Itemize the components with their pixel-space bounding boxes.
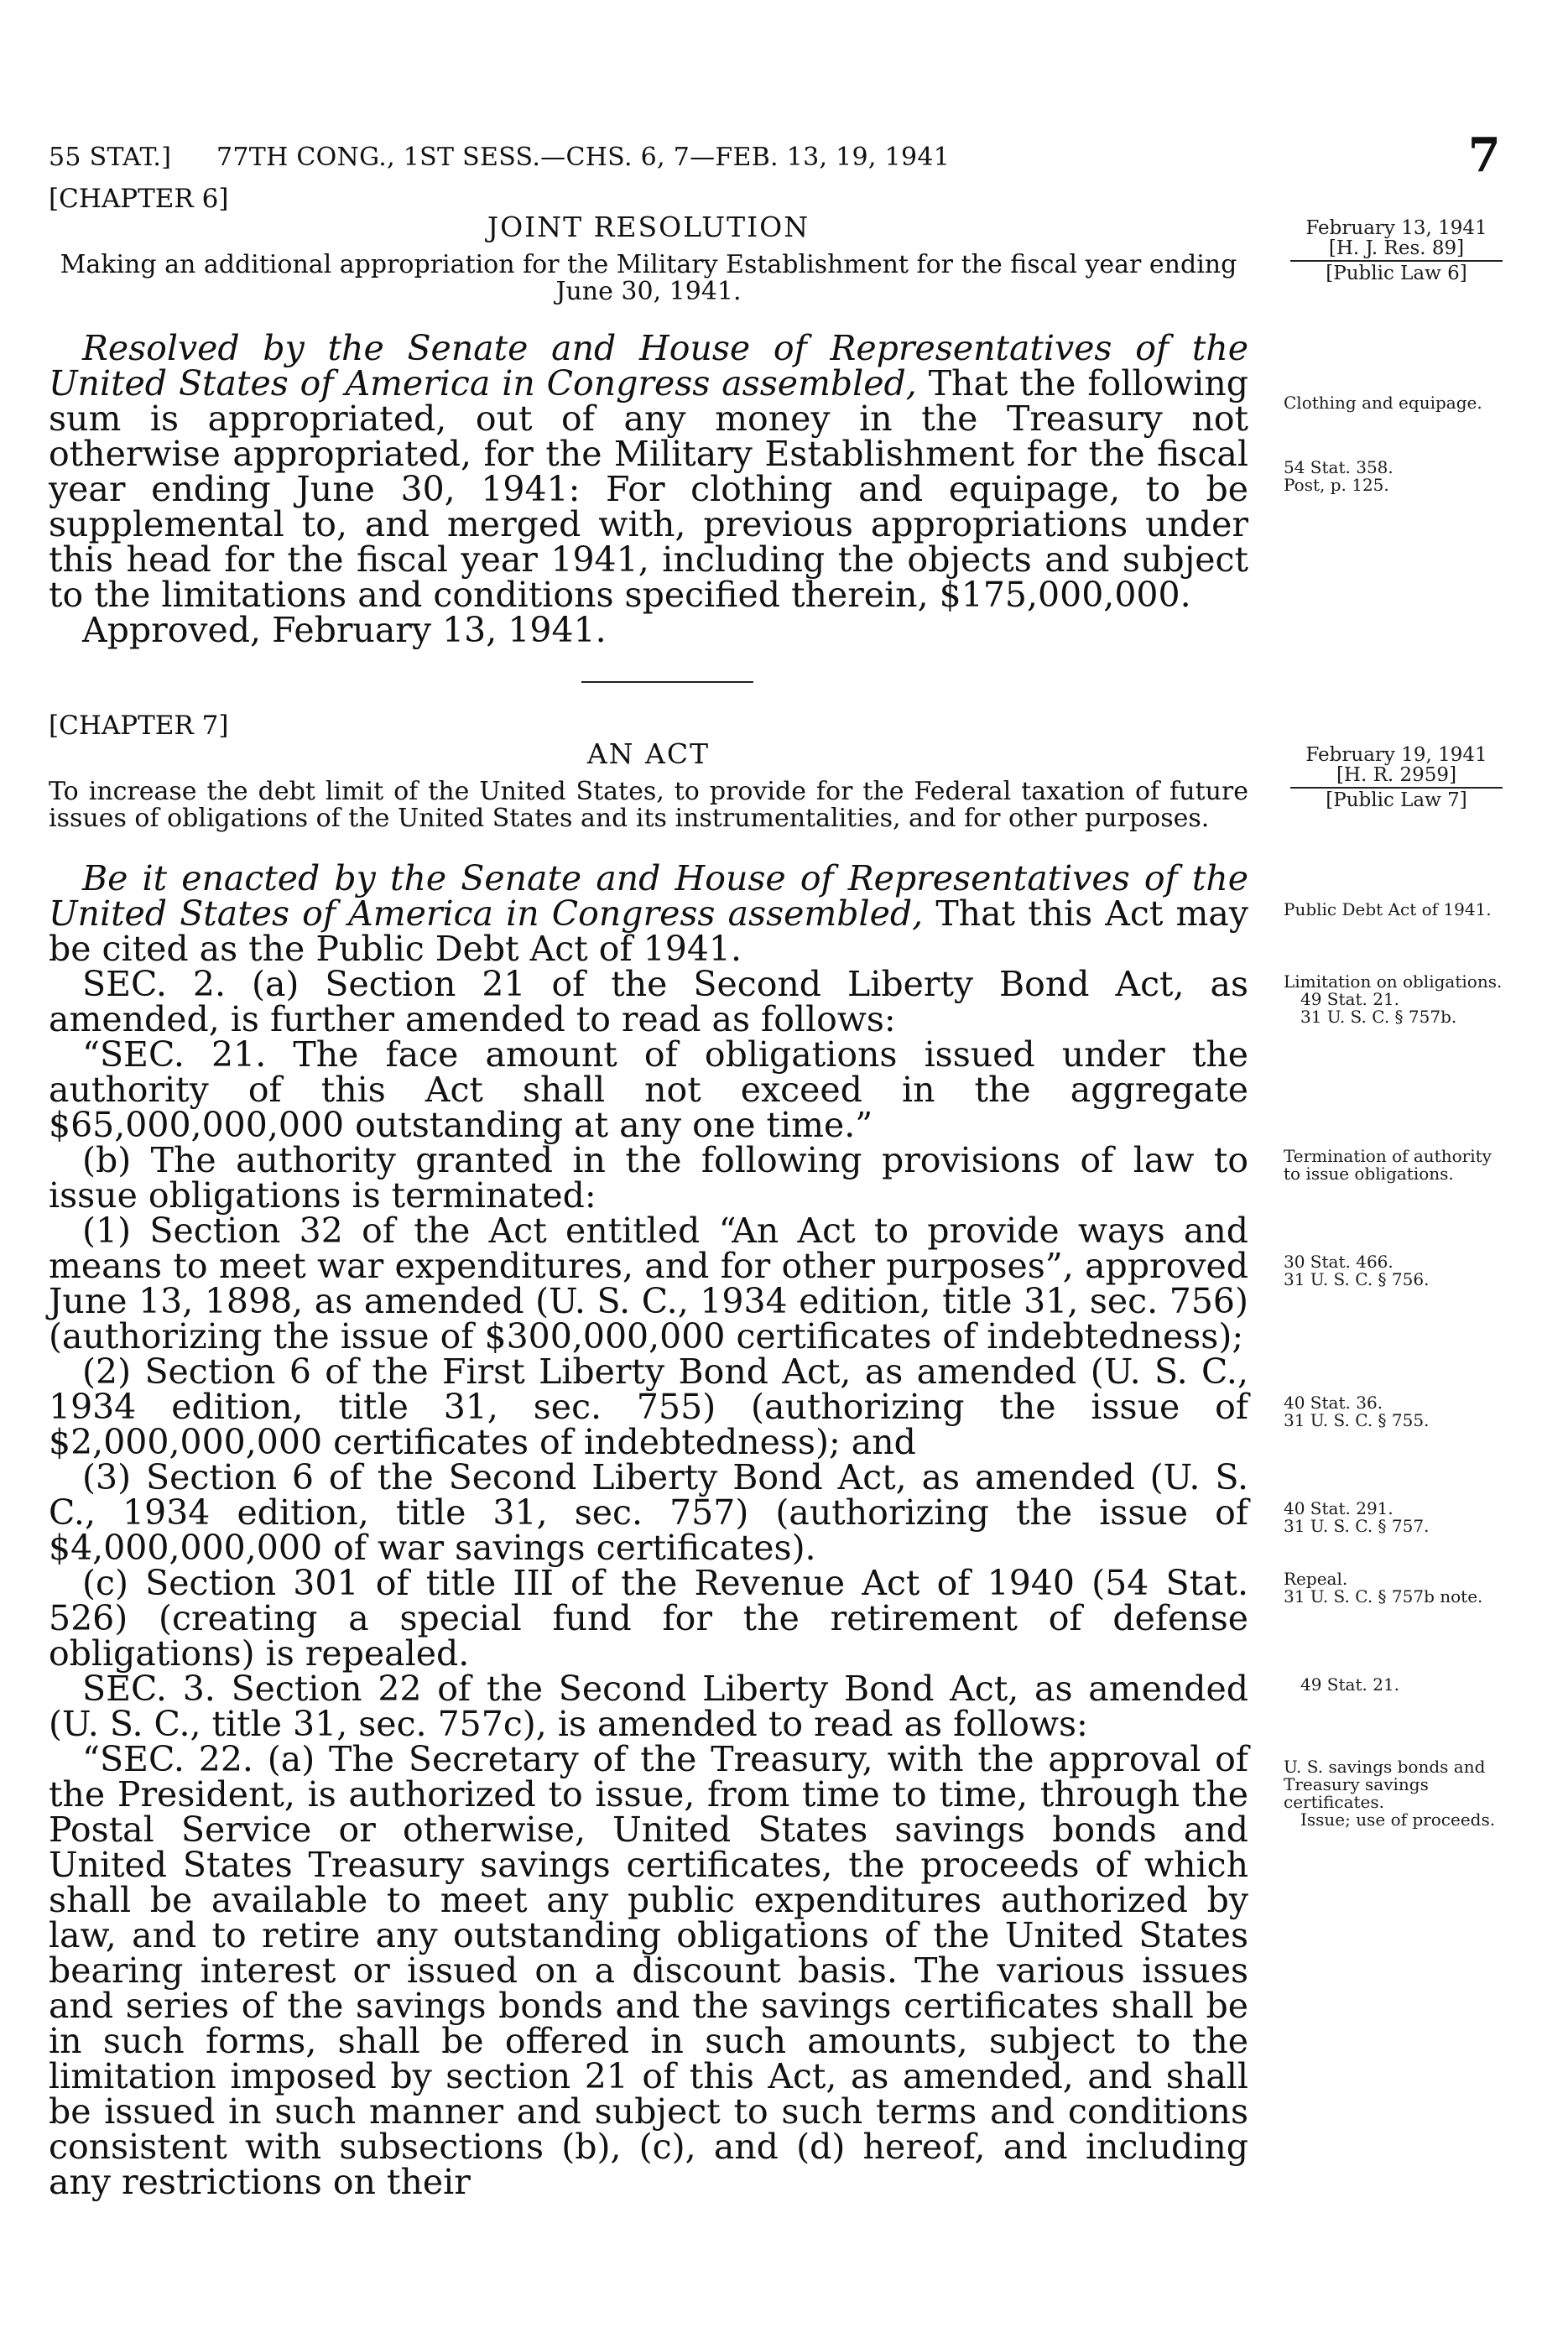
margin-sec-3-cite: 49 Stat. 21. [1300, 1674, 1400, 1695]
chapter-7-public-law: [Public Law 7] [1326, 789, 1467, 811]
sec-2a-row [49, 966, 1509, 1143]
resolution-body: That the following sum is appropriated, out of any money in the Treasury not otherwise appropriated, for the Military Establishment for the fiscal year ending June 30, 1941: For clothing and equipage, to be supplemental to, and merged with, previous appropriations under this head for the fiscal year 1941, including the objects and subject to the limitations and conditions specified therein, $175,000,000. [49, 363, 1248, 615]
item-1-row [49, 1213, 1509, 1354]
margin-item-3-cite-2: 31 U. S. C. § 757. [1284, 1516, 1430, 1536]
margin-savings-bonds: U. S. savings bonds and Treasury savings certificates. [1284, 1757, 1486, 1812]
margin-cite-post: Post, p. 125. [1284, 475, 1389, 495]
margin-repeal-cite: 31 U. S. C. § 757b note. [1284, 1586, 1483, 1606]
chapter-7-label: [CHAPTER 7] [49, 711, 229, 741]
item-1: (1) Section 32 of the Act entitled “An Act to provide ways and means to meet war expenditures, and for other purposes”, approved June 13, 1898, as amended (U. S. C., 1934 edition, title 31, sec. 756) (authorizing the issue of $300,000,000 certificates of indebtedness); [49, 1211, 1248, 1356]
chapter-7-date: February 19, 1941 [1305, 744, 1487, 766]
chapter-6-title: Making an additional appropriation for the Military Establishment for the fiscal year ending June 30, 1941. [60, 250, 1237, 306]
congress-session-line: 77TH CONG., 1ST SESS.—CHS. 6, 7—FEB. 13, 19, 1941 [216, 143, 951, 172]
section-2c: (c) Section 301 of title III of the Revenue Act of 1940 (54 Stat. 526) (creating a special fund for the retirement of defense obligations) is repealed. [49, 1563, 1248, 1674]
resolving-clause: Resolved by the Senate and House of Representatives of the United States of America in Congress assembled, [49, 328, 1248, 404]
chapter-7-enacting-text [49, 858, 1248, 969]
margin-repeal: Repeal. [1284, 1569, 1348, 1589]
chapter-7-heading-row [49, 708, 1509, 832]
margin-cite-54-stat: 54 Stat. 358. [1284, 457, 1393, 477]
chapter-7-heading: AN ACT [586, 737, 711, 770]
item-2-row [49, 1351, 1509, 1462]
section-21-quote: “SEC. 21. The face amount of obligations issued under the authority of this Act shall not exceed in the aggregate $65,000,000,000 outstanding at any one time.” [49, 1034, 1248, 1145]
section-22-quote: “SEC. 22. (a) The Secretary of the Treasury, with the approval of the President, is authorized to issue, from time to time, through the Postal Service or otherwise, United States savings bonds and United States Treasury savings certificates, the proceeds of which shall be available to meet any public expenditures authorized by law, and to retire any outstanding obligations of the United States bearing interest or issued on a discount basis. The various issues and series of the savings bonds and the savings certificates shall be in such forms, shall be offered in such amounts, subject to the limitation imposed by section 21 of this Act, as amended, and shall be issued in such manner and subject to such terms and conditions consistent with subsections (b), (c), and (d) hereof, and including any restrictions on their [49, 1739, 1248, 2202]
margin-item-3-cite-1: 40 Stat. 291. [1284, 1498, 1393, 1518]
sec-22-row [49, 1739, 1509, 2202]
sec-2b-row [49, 1140, 1509, 1216]
item-3-row [49, 1457, 1509, 1568]
item-2: (2) Section 6 of the First Liberty Bond Act, as amended (U. S. C., 1934 edition, title 31, sec. 755) (authorizing the issue of $2,000,000,000 certificates of indebtedness); and [49, 1351, 1248, 1462]
margin-item-1-cite-1: 30 Stat. 466. [1284, 1252, 1393, 1272]
margin-item-2-cite-1: 40 Stat. 36. [1284, 1393, 1383, 1413]
chapter-6-heading: JOINT RESOLUTION [487, 211, 810, 243]
chapter-7-title: To increase the debt limit of the United States, to provide for the Federal taxation of future issues of obligations of the United States and its instrumentalities, and for other purposes. [49, 777, 1248, 833]
sec-2c-row [49, 1563, 1509, 1674]
margin-termination: Termination of authority to issue obligations. [1284, 1146, 1492, 1184]
stat-reference: 55 STAT.] [49, 143, 172, 172]
chapter-6-bill: [H. J. Res. 89] [1328, 237, 1465, 259]
margin-item-2-cite-2: 31 U. S. C. § 755. [1284, 1410, 1430, 1430]
sec-3-row [49, 1671, 1509, 1742]
chapter-6-approved: Approved, February 13, 1941. [82, 610, 607, 650]
chapter-6-date: February 13, 1941 [1305, 217, 1487, 239]
chapter-7-enacting-row [49, 858, 1509, 969]
chapter-6-label: [CHAPTER 6] [49, 184, 229, 214]
margin-limitation-cite-1: 49 Stat. 21. [1300, 989, 1400, 1009]
page-number: 7 [1467, 128, 1501, 183]
margin-limitation-cite-2: 31 U. S. C. § 757b. [1300, 1007, 1457, 1027]
margin-issue-proceeds: Issue; use of proceeds. [1300, 1809, 1496, 1830]
item-3: (3) Section 6 of the Second Liberty Bond Act, as amended (U. S. C., 1934 edition, title 31, sec. 757) (authorizing the issue of $4,000,000,000 of war savings certificates). [49, 1457, 1248, 1568]
section-2b: (b) The authority granted in the following provisions of law to issue obligations is terminated: [49, 1140, 1248, 1216]
chapter-6-public-law: [Public Law 6] [1326, 263, 1467, 284]
running-head [49, 126, 1509, 183]
margin-rule [1290, 260, 1503, 262]
section-3: SEC. 3. Section 22 of the Second Liberty Bond Act, as amended (U. S. C., title 31, sec. 757c), is amended to read as follows: [49, 1669, 1248, 1744]
chapter-7-bill: [H. R. 2959] [1336, 764, 1457, 786]
margin-public-debt-act: Public Debt Act of 1941. [1284, 899, 1492, 919]
short-title-text: That this Act may be cited as the Public Debt Act of 1941. [49, 893, 1248, 969]
chapter-6-body-row [49, 328, 1509, 650]
margin-limitation: Limitation on obligations. [1284, 971, 1503, 992]
chapter-6-heading-row [49, 181, 1509, 305]
margin-item-1-cite-2: 31 U. S. C. § 756. [1284, 1269, 1430, 1289]
chapter-6-resolution-text [49, 328, 1248, 615]
margin-rule [1290, 787, 1503, 789]
chapter-divider [581, 681, 753, 683]
enacting-clause: Be it enacted by the Senate and House of Representatives of the United States of America in Congress assembled, [49, 858, 1248, 934]
section-2a: SEC. 2. (a) Section 21 of the Second Liberty Bond Act, as amended, is further amended to read as follows: [49, 964, 1248, 1039]
margin-clothing-equipage: Clothing and equipage. [1284, 393, 1482, 413]
